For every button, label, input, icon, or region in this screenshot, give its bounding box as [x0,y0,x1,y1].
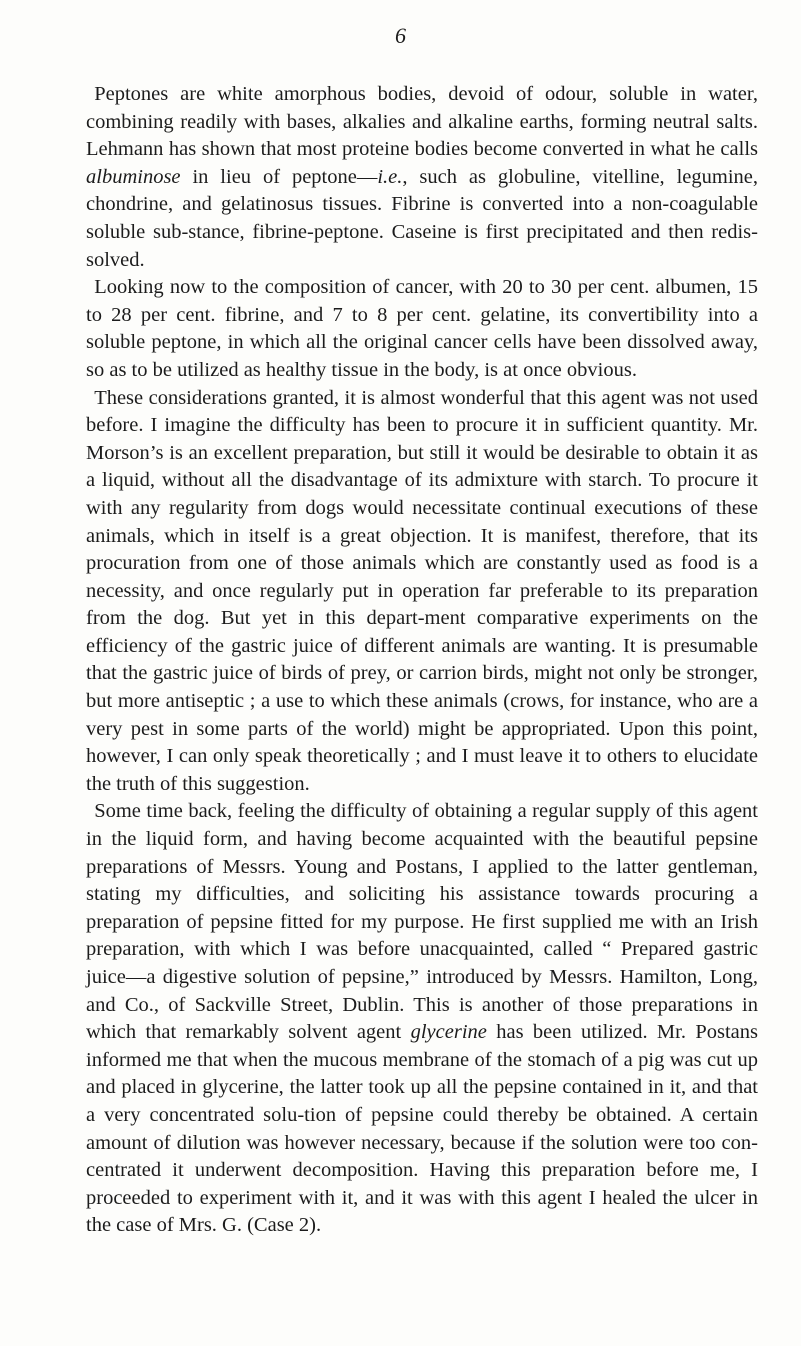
paragraph-considerations: These considerations granted, it is almost wonderful that this agent was not used before. I imagine the difficulty has been to procure it in sufficient quantity. Mr. Morson’s is an excellent preparation, but still it would be desirable to obtain it as a liquid, without all the disadvantage of its admixture with starch. To procure it with any regularity from dogs would necessitate continual executions of these animals, which in itself is a great objection. It is manifest, therefore, that its procuration from one of those animals which are constantly used as food is a necessity, and once regularly put in operation far preferable to its preparation from the dog. But yet in this depart-ment comparative experiments on the efficiency of the gastric juice of different animals are wanting. It is presumable that the gastric juice of birds of prey, or carrion birds, might not only be stronger, but more antiseptic ; a use to which these animals (crows, for instance, who are a very pest in some parts of the world) might be appropriated. Upon this point, however, I can only speak theoretically ; and I must leave it to others to elucidate the truth of this suggestion. [86,386,758,795]
paragraph-glycerine-part-1: Some time back, feeling the difficulty of obtaining a regular supply of this agent in the liquid form, and having become acquainted with the beautiful pepsine preparations of Messrs. Young and Postans, I applied to the latter gentleman, stating my difficulties, and soliciting his assistance towards procuring a preparation of pepsine fitted for my purpose. He first supplied me with an Irish preparation, with which I was before unacquainted, called “ Prepared gastric juice—a digestive solution of pepsine,” introduced by Messrs. Hamilton, Long, and Co., of Sackville Street, Dublin. This is another of those preparations in which that remarkably solvent agent [86,800,758,1044]
paragraph-glycerine-part-2: has been utilized. Mr. Postans informed me that when the mucous membrane of the stomach of a pig was cut up and placed in glycerine, the latter took up all the pepsine contained in it, and that a very concentrated solu-tion of pepsine could thereby be obtained. A certain amount of dilution was however necessary, because if the solution were too con-centrated it underwent decomposition. Having this preparation before me, I proceeded to experiment with it, and it was with this agent I healed the ulcer in the case of Mrs. G. (Case 2). [86,1021,758,1237]
paragraph-glycerine-preparation [86,798,758,1240]
abbrev-ie: i.e. [377,165,403,188]
term-albuminose: albuminose [86,165,181,188]
paragraph-cancer-composition: Looking now to the composition of cancer, with 20 to 30 per cent. albumen, 15 to 28 per cent. fibrine, and 7 to 8 per cent. gelatine, its convertibility into a soluble peptone, in which all the original cancer cells have been dissolved away, so as to be utilized as healthy tissue in the body, is at once obvious. [86,276,758,381]
page-number: 6 [395,23,406,48]
paragraph-peptones [86,81,758,274]
body-text [86,81,758,1240]
paragraph-peptones-part-2: in lieu of peptone— [180,165,378,188]
term-glycerine: glycerine [410,1021,487,1044]
paragraph-peptones-part-1: Peptones are white amorphous bodies, devoid of odour, soluble in water, combining readily with bases, alkalies and alkaline earths, forming neutral salts. Lehmann has shown that most proteine bodies become converted in what he calls [86,83,758,161]
paragraph-peptones-part-3: , such as globuline, vitelline, legumine, chondrine, and gelatinosus tissues. Fibrine is converted into a non-coagulable soluble sub-stance, fibrine-peptone. Caseine is first precipitated and then redis-solved. [86,165,758,271]
